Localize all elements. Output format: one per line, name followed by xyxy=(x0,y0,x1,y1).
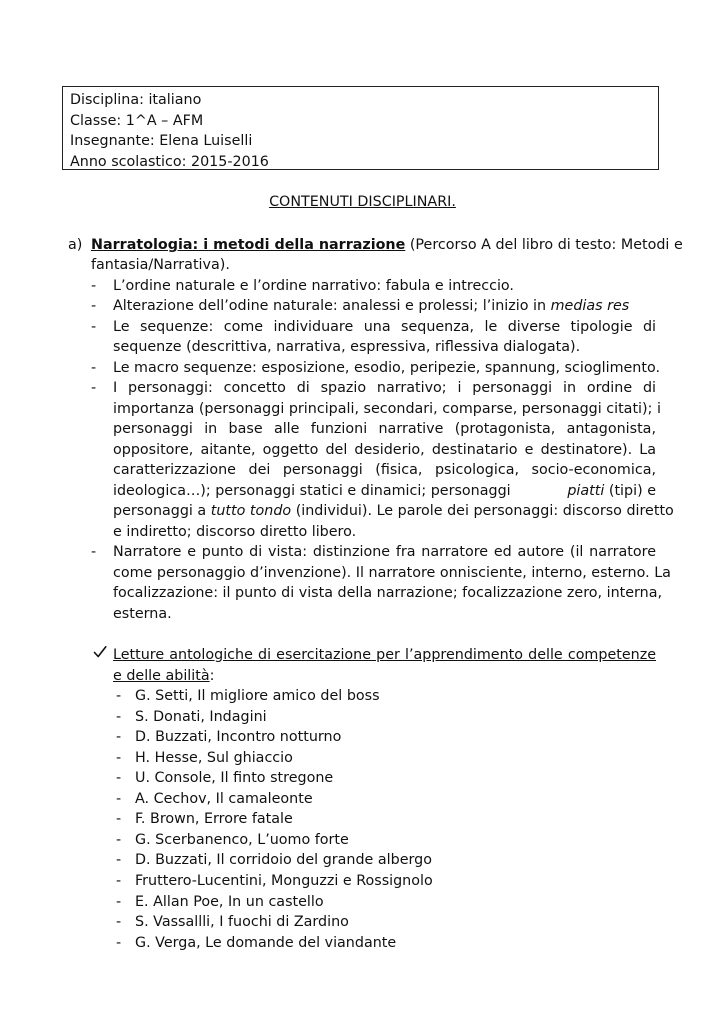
list-item-line: personaggi in base alle funzioni narrative (protagonista, antagonista, xyxy=(113,421,656,437)
reading-item: Fruttero-Lucentini, Monguzzi e Rossignolo xyxy=(135,873,433,889)
list-item-text: (individui). Le parole dei personaggi: discorso diretto xyxy=(291,503,674,519)
list-item-line: caratterizzazione dei personaggi (fisica, psicologica, socio-economica, xyxy=(113,462,656,478)
list-item-line xyxy=(113,501,674,522)
readings-heading-colon: : xyxy=(209,668,215,684)
section-a-intro-line2: fantasia/Narrativa). xyxy=(91,257,230,273)
reading-item: S. Vassallli, I fuochi di Zardino xyxy=(135,914,349,930)
list-item-line: Le sequenze: come individuare una sequenza, le diverse tipologie di xyxy=(113,319,656,335)
section-a-intro-rest: (Percorso A del libro di testo: Metodi e xyxy=(405,237,683,253)
list-dash: - xyxy=(91,380,97,396)
readings-heading-text: e delle abilità xyxy=(113,668,210,684)
list-item-line: focalizzazione: il punto di vista della narrazione; focalizzazione zero, interna, xyxy=(113,585,663,601)
list-item-line: esterna. xyxy=(113,606,172,622)
reading-dash: - xyxy=(116,935,122,951)
reading-dash: - xyxy=(116,709,122,725)
list-item-line: sequenze (descrittiva, narrativa, espressiva, riflessiva dialogata). xyxy=(113,339,581,355)
reading-dash: - xyxy=(116,852,122,868)
list-item: L’ordine naturale e l’ordine narrativo: fabula e intreccio. xyxy=(113,278,514,294)
reading-item: S. Donati, Indagini xyxy=(135,709,267,725)
list-item-emphasis: medias res xyxy=(550,298,630,314)
section-title: CONTENUTI DISCIPLINARI. xyxy=(269,194,456,210)
reading-dash: - xyxy=(116,811,122,827)
reading-dash: - xyxy=(116,729,122,745)
list-item-line: I personaggi: concetto di spazio narrativo; i personaggi in ordine di xyxy=(113,380,656,396)
reading-item: F. Brown, Errore fatale xyxy=(135,811,293,827)
reading-item: D. Buzzati, Il corridoio del grande albergo xyxy=(135,852,432,868)
reading-item: D. Buzzati, Incontro notturno xyxy=(135,729,342,745)
list-item xyxy=(113,296,629,317)
checkmark-icon xyxy=(93,645,107,659)
list-item-emphasis: tutto tondo xyxy=(210,503,292,519)
list-item-line: importanza (personaggi principali, secondari, comparse, personaggi citati); i xyxy=(113,401,661,417)
reading-dash: - xyxy=(116,791,122,807)
reading-item: A. Cechov, Il camaleonte xyxy=(135,791,313,807)
list-item-text: (tipi) e xyxy=(604,483,656,499)
reading-dash: - xyxy=(116,750,122,766)
teacher: Insegnante: Elena Luiselli xyxy=(70,133,253,149)
reading-dash: - xyxy=(116,688,122,704)
reading-dash: - xyxy=(116,770,122,786)
reading-dash: - xyxy=(116,894,122,910)
list-item-line: Narratore e punto di vista: distinzione fra narratore ed autore (il narratore xyxy=(113,544,656,560)
list-dash: - xyxy=(91,360,97,376)
list-dash: - xyxy=(91,298,97,314)
list-item-text: personaggi a xyxy=(113,503,211,519)
readings-heading: Letture antologiche di esercitazione per l’apprendimento delle competenze xyxy=(113,647,656,663)
discipline: Disciplina: italiano xyxy=(70,92,202,108)
list-item-line xyxy=(113,481,656,502)
list-item-text: ideologica…); personaggi statici e dinamici; personaggi xyxy=(113,483,516,499)
list-item: Le macro sequenze: esposizione, esodio, peripezie, spannung, scioglimento. xyxy=(113,360,661,376)
reading-item: E. Allan Poe, In un castello xyxy=(135,894,324,910)
readings-heading-line2 xyxy=(113,666,214,687)
school-year: Anno scolastico: 2015-2016 xyxy=(70,153,269,170)
list-dash: - xyxy=(91,544,97,560)
list-item-emphasis: piatti xyxy=(567,483,605,499)
info-box xyxy=(62,86,659,170)
reading-item: G. Scerbanenco, L’uomo forte xyxy=(135,832,349,848)
list-item-line: come personaggio d’invenzione). Il narratore onnisciente, interno, esterno. La xyxy=(113,565,671,581)
reading-dash: - xyxy=(116,914,122,930)
reading-item: U. Console, Il finto stregone xyxy=(135,770,334,786)
list-item-line: e indiretto; discorso diretto libero. xyxy=(113,524,357,540)
list-item-line: oppositore, aitante, oggetto del desiderio, destinatario e destinatore). La xyxy=(113,442,656,458)
reading-dash: - xyxy=(116,873,122,889)
section-a-intro xyxy=(91,235,683,256)
section-a-marker: a) xyxy=(68,237,83,253)
list-dash: - xyxy=(91,319,97,335)
list-dash: - xyxy=(91,278,97,294)
reading-dash: - xyxy=(116,832,122,848)
list-item-text: Alterazione dell’odine naturale: analessi e prolessi; l’inizio in xyxy=(113,298,551,314)
class: Classe: 1^A – AFM xyxy=(70,112,204,129)
section-a-title: Narratologia: i metodi della narrazione xyxy=(91,237,406,253)
reading-item: G. Setti, Il migliore amico del boss xyxy=(135,688,380,704)
reading-item: G. Verga, Le domande del viandante xyxy=(135,935,397,951)
reading-item: H. Hesse, Sul ghiaccio xyxy=(135,750,293,766)
